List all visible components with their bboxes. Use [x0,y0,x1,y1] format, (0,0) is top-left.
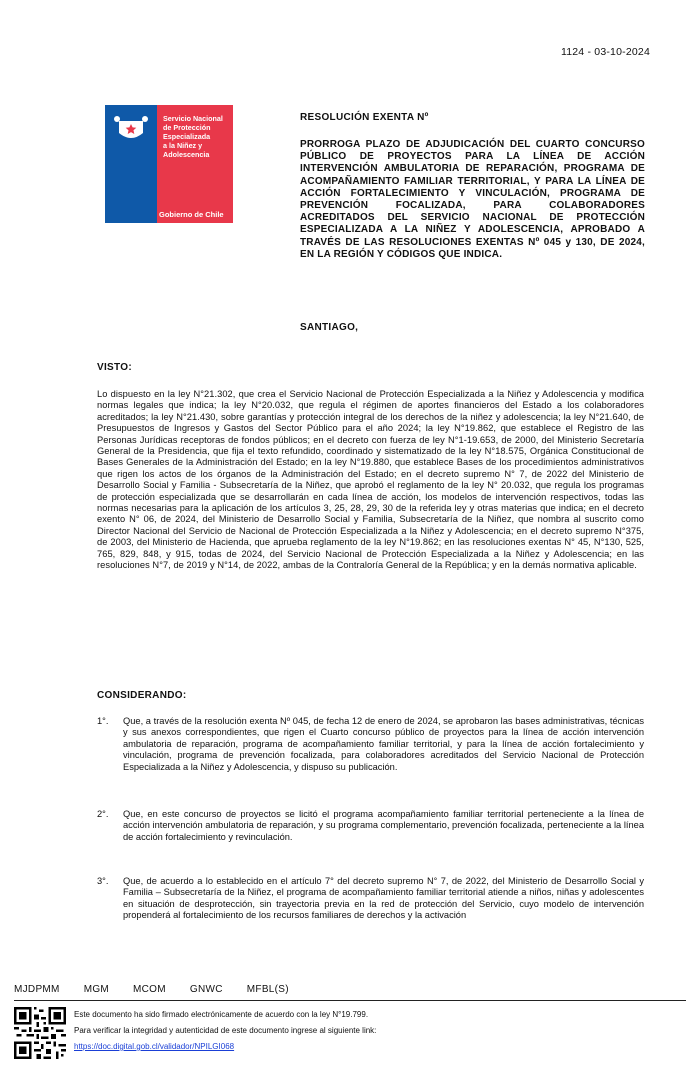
author-initials [14,984,289,995]
initials-item: MJDPMM [14,984,60,995]
item-number: 2°. [97,809,109,819]
qr-code-icon[interactable] [14,1007,66,1059]
considerando-heading: CONSIDERANDO: [97,690,187,701]
logo-red-panel [157,105,233,223]
item-text: Que, de acuerdo a lo establecido en el artículo 7° del decreto supremo N° 7, de 2022, del Ministerio de Desarrollo Social y Familia – Subsecretaría de la Niñez, el programa de acompañamiento familiar territorial atiende a niños, niñas y adolescentes en situación de desprotección, sin trayectoria previa en la red de protección del Servicio, cuyo modelo de intervención propenderá al fortalecimiento de los recursos familiares de derechos y la activación [123,876,644,921]
resolution-place: SANTIAGO, [300,322,359,333]
initials-item: MFBL(S) [246,984,289,995]
visto-heading: VISTO: [97,362,132,373]
footer-signature-note: Este documento ha sido firmado electrónicamente de acuerdo con la ley N°19.799. [74,1010,369,1019]
item-number: 3°. [97,876,109,886]
institution-logo [105,105,233,223]
considerando-item-1 [97,716,644,773]
item-text: Que, a través de la resolución exenta Nº 045, de fecha 12 de enero de 2024, se aprobaron las bases administrativas, técnicas y sus anexos correspondientes, que rigen el Cuarto concurso público de proyectos para la línea de acción intervención ambulatoria de reparación, programa de acompañamiento familiar territorial, y para la línea de acción fortalecimiento y vinculación, programa de prevención focalizada, para colaboradores acreditados del Servicio Nacional de Protección Especializada a la Niñez y Adolescencia, y dispuso su publicación. [123,716,644,772]
item-number: 1°. [97,716,109,726]
footer-verify-note: Para verificar la integridad y autenticidad de este documento ingrese al siguiente link: [74,1026,377,1035]
considerando-item-2 [97,809,644,843]
considerando-item-3 [97,876,644,922]
footer-divider [14,1000,686,1001]
logo-institution-name: Servicio Nacional de Protección Especializada a la Niñez y Adolescencia [163,114,223,159]
coat-of-arms-icon [113,115,149,145]
document-folio: 1124 - 03-10-2024 [560,46,650,58]
initials-item: MCOM [133,984,166,995]
initials-item: MGM [83,984,110,995]
logo-blue-panel [105,105,157,223]
resolution-subject: PRORROGA PLAZO DE ADJUDICACIÓN DEL CUARTO CONCURSO PÚBLICO DE PROYECTOS PARA LA LÍNEA DE ACCIÓN INTERVENCIÓN AMBULATORIA DE REPARACIÓN, PROGRAMA DE ACOMPAÑAMIENTO FAMILIAR TERRITORIAL, Y PARA LA LÍNEA DE ACCIÓN FORTALECIMIENTO Y VINCULACIÓN, PROGRAMA DE PREVENCIÓN FOCALIZADA, PARA COLABORADORES ACREDITADOS DEL SERVICIO NACIONAL DE PROTECCIÓN ESPECIALIZADA A LA NIÑEZ Y ADOLESCENCIA, APROBADO A TRAVÉS DE LAS RESOLUCIONES EXENTAS Nº 045 y 130, DE 2024, EN LA REGIÓN Y CÓDIGOS QUE INDICA. [300,139,645,260]
resolution-title: RESOLUCIÓN EXENTA Nº [300,112,429,123]
visto-body: Lo dispuesto en la ley N°21.302, que crea el Servicio Nacional de Protección Especializada a la Niñez y Adolescencia y modifica normas legales que indica; la ley N°20.032, que regula el régimen de aportes financieros del Estado a los colaboradores acreditados; la ley N°21.430, sobre garantías y protección integral de los derechos de la niñez y adolescencia; la ley N°21.640, de Presupuestos de Ingresos y Gastos del Sector Público para el año 2024; la ley N°19.862, que establece el Registro de las Personas Jurídicas receptoras de fondos públicos; en el decreto con fuerza de ley N°1-19.653, de 2000, del Ministerio Secretaría General de la Presidencia, que fija el texto refundido, coordinado y sistematizado de la ley N°18.575, Orgánica Constitucional de Bases Generales de la Administración del Estado; en la ley N°19.880, que establece Bases de los procedimientos administrativos que rigen los actos de los órganos de la Administración del Estado; en el decreto supremo N° 7, de 2022 del Ministerio de Desarrollo Social y Familia - Subsecretaría de la Niñez, que aprobó el reglamento de la ley N° 20.032, que regula los programas de protección especializada que se desarrollarán en cada línea de acción, los modelos de intervención respectivos, todas las normas necesarias para la aplicación de los artículos 3, 25, 28, 29, 30 de la referida ley y otras materias que indica; en el decreto exento N° 06, de 2024, del Ministerio de Desarrollo Social y Familia, Subsecretaría de la Niñez, que nombra al suscrito como Director Nacional del Servicio de Nacional de Protección Especializada a la Niñez y Adolescencia; en el decreto supremo N°375, de 2003, del Ministerio de Hacienda, que aprueba reglamento de la ley N°19.862; en las resoluciones exentas N° 45, N°130, 525, 765, 829, 848, y 915, todas de 2024, del Servicio Nacional de Protección Especializada a la Niñez y Adolescencia; en las resoluciones N°7, de 2019 y N°14, de 2022, ambas de la Contraloría General de la República; y en la demás normativa aplicable. [97,389,644,571]
initials-item: GNWC [189,984,223,995]
logo-government-label: Gobierno de Chile [159,210,224,219]
item-text: Que, en este concurso de proyectos se licitó el programa acompañamiento familiar territorial perteneciente a la línea de acción intervención ambulatoria de reparación, y su programa complementario, prevención focalizada, perteneciente a la línea de acción fortalecimiento y revinculación. [123,809,644,842]
verification-link[interactable]: https://doc.digital.gob.cl/validador/NPILGI068 [74,1042,235,1051]
